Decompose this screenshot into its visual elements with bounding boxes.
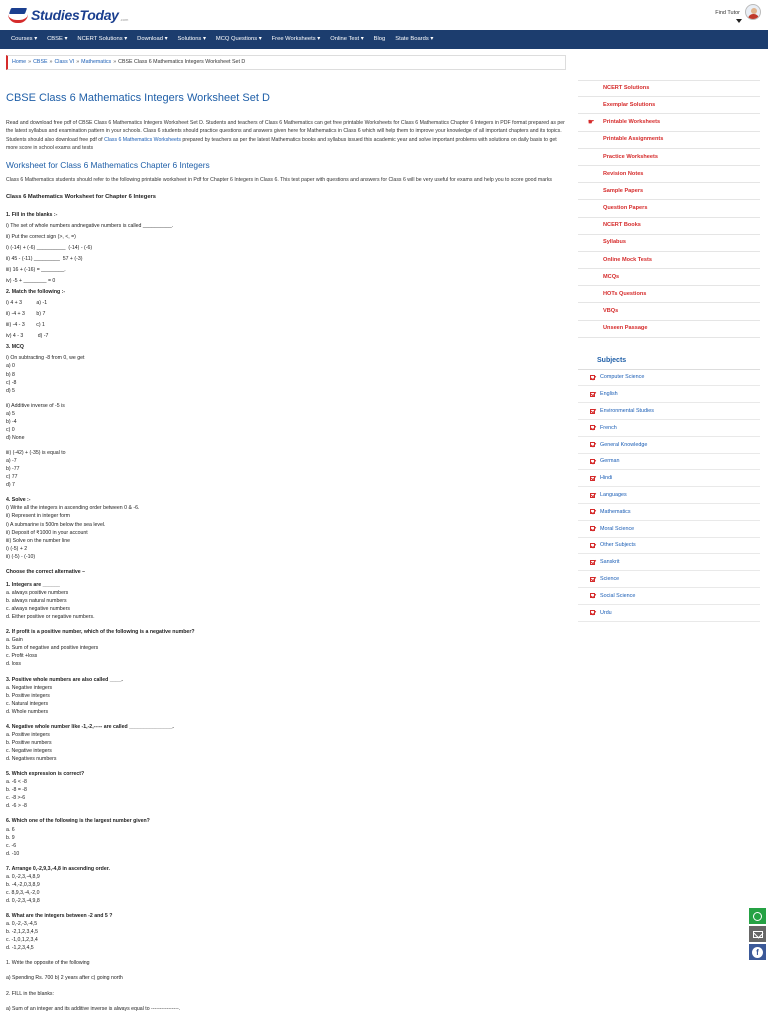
subject-item[interactable] [578, 386, 760, 403]
sidebar-item-label: Syllabus [603, 239, 627, 246]
worksheet-line: d) None [6, 434, 25, 441]
worksheet-line: b) 8 [6, 371, 15, 378]
nav-item[interactable]: NCERT Solutions ▾ [77, 36, 128, 42]
sidebar-item-label: MCQs [603, 273, 620, 280]
breadcrumb-link[interactable]: Home [12, 59, 27, 66]
nav-item[interactable]: State Boards ▾ [395, 36, 434, 42]
answer-option: b. Positive numbers [6, 739, 52, 746]
worksheet-line: a) Spending Rs. 700 b) 2 years after c) going north [6, 975, 123, 982]
nav-item[interactable]: Free Worksheets ▾ [271, 36, 321, 42]
answer-option: b. always natural numbers [6, 598, 67, 605]
facebook-share-button[interactable] [749, 944, 766, 960]
subject-item[interactable] [578, 420, 760, 437]
question-text: 4. Negative whole number like -1,-2,----- are called _______________. [6, 723, 174, 730]
worksheet-line: iii) -4 - 3 c) 1 [6, 322, 45, 329]
sidebar-item[interactable] [578, 183, 760, 200]
answer-option: a. Negative integers [6, 684, 53, 691]
resource-list [578, 80, 760, 338]
breadcrumb-separator: » [76, 59, 80, 66]
worksheet-line: iv) -5 + ________ = 0 [6, 277, 56, 284]
subject-label: Languages [600, 491, 627, 498]
sidebar-item-label: VBQs [603, 308, 619, 315]
worksheet-line: iv) 4 - 3 d) -7 [6, 333, 49, 340]
checkbox-icon [590, 476, 595, 481]
checkbox-icon [590, 577, 595, 582]
breadcrumb [6, 55, 566, 70]
subject-item[interactable] [578, 521, 760, 538]
section-heading: Choose the correct alternative – [6, 568, 85, 575]
question-text: 2. If profit is a positive number, which of the following is a negative number? [6, 629, 195, 636]
answer-option: d. Negatives numbers [6, 756, 57, 763]
tutor-avatar-icon[interactable] [745, 4, 761, 20]
nav-item[interactable]: MCQ Questions ▾ [215, 36, 262, 42]
email-share-button[interactable] [749, 926, 766, 942]
subject-label: General Knowledge [600, 441, 648, 448]
worksheet-line: i) (-14) + (-6) __________ (-14) - (-6) [6, 244, 93, 251]
worksheet-line: a) -7 [6, 458, 17, 465]
nav-item[interactable]: Courses ▾ [11, 36, 38, 42]
sidebar-item[interactable] [578, 149, 760, 166]
sidebar-item-label: Exemplar Solutions [603, 101, 656, 108]
answer-option: d. -1,2,3,4,5 [6, 945, 34, 952]
section-heading: 3. MCQ [6, 344, 24, 351]
checkbox-icon [590, 425, 595, 430]
whatsapp-share-button[interactable] [749, 908, 766, 924]
sidebar-item[interactable] [578, 80, 760, 97]
checkbox-icon [590, 560, 595, 565]
answer-option: b. -8 = -8 [6, 787, 27, 794]
sidebar-item[interactable] [578, 114, 760, 131]
worksheet-line: ii) 45 - (-11) _________ 57 + (-3) [6, 255, 83, 262]
nav-item[interactable]: CBSE ▾ [47, 36, 68, 42]
worksheet-line: iii) 16 + (-16) = ________. [6, 266, 66, 273]
worksheet-line: 1. Write the opposite of the following [6, 960, 90, 967]
subject-item[interactable] [578, 571, 760, 588]
worksheet-line: d) 7 [6, 482, 15, 489]
worksheet-line: a) 0 [6, 363, 15, 370]
sidebar-item-label: Printable Worksheets [603, 119, 661, 126]
worksheet-line: ii) (-5) - (-10) [6, 553, 36, 560]
answer-option: c. Natural integers [6, 700, 49, 707]
sidebar-item[interactable] [578, 252, 760, 269]
answer-option: c. -6 [6, 842, 17, 849]
sidebar-item[interactable] [578, 269, 760, 286]
breadcrumb-separator: » [49, 59, 53, 66]
checkbox-icon [590, 610, 595, 615]
subject-item[interactable] [578, 403, 760, 420]
subject-label: Mathematics [600, 508, 631, 515]
sidebar-item[interactable] [578, 166, 760, 183]
site-header [0, 0, 768, 30]
sidebar-item[interactable] [578, 303, 760, 320]
subject-label: Sanskrit [600, 559, 620, 566]
worksheet-line: d) 5 [6, 387, 15, 394]
sidebar-item-label: Practice Worksheets [603, 153, 658, 160]
sidebar-item[interactable] [578, 132, 760, 149]
subject-label: Science [600, 575, 620, 582]
subject-label: Computer Science [600, 374, 645, 381]
worksheet-line: iii) Solve on the number line [6, 537, 71, 544]
logo-text: StudiesToday [31, 7, 119, 24]
answer-option: c. -8 >-6 [6, 795, 26, 802]
subject-label: Moral Science [600, 525, 635, 532]
answer-option: c. always negative numbers [6, 606, 71, 613]
answer-option: a. always positive numbers [6, 589, 69, 596]
answer-option: d. loss [6, 661, 21, 668]
class6-worksheets-link[interactable]: Class 6 Mathematics Worksheets [104, 136, 181, 143]
sidebar-item-label: Question Papers [603, 205, 648, 212]
answer-option: d. Either positive or negative numbers. [6, 614, 95, 621]
worksheet-line: c) -8 [6, 379, 17, 386]
worksheet-line: ii) -4 + 3 b) 7 [6, 311, 46, 318]
checkbox-icon [590, 526, 595, 531]
answer-option: d. -6 > -8 [6, 803, 27, 810]
nav-item[interactable]: Blog [373, 36, 386, 42]
subjects-title: Subjects [578, 356, 760, 370]
checkbox-icon [590, 409, 595, 414]
checkbox-icon [590, 593, 595, 598]
sidebar-item[interactable] [578, 235, 760, 252]
answer-option: b. -4,-2,0,3,8,9 [6, 881, 40, 888]
section-heading: 2. Match the following :- [6, 289, 66, 296]
checkbox-icon [590, 375, 595, 380]
subjects-list [578, 370, 760, 622]
worksheet-line: 2. FILL in the blanks: [6, 990, 54, 997]
answer-option: a. 0,-2,3,-4,8,9 [6, 873, 40, 880]
worksheet-line: ii) Represent in integer form [6, 513, 71, 520]
checkbox-icon [590, 543, 595, 548]
subject-item[interactable] [578, 370, 760, 387]
worksheet-line: a) 5 [6, 410, 15, 417]
answer-option: a. 6 [6, 826, 15, 833]
chevron-down-icon[interactable] [736, 19, 742, 23]
answer-option: d. 0,-2,3,-4,9,8 [6, 898, 40, 905]
subject-item[interactable] [578, 487, 760, 504]
main-content [6, 90, 566, 1020]
answer-option: b. -2,1,2,3,4,5 [6, 929, 39, 936]
subject-item[interactable] [578, 554, 760, 571]
whatsapp-icon [753, 912, 762, 921]
subject-label: Environmental Studies [600, 407, 654, 414]
answer-option: a. Gain [6, 637, 23, 644]
answer-option: c. -1,0,1,2,3,4 [6, 937, 38, 944]
checkbox-icon [590, 392, 595, 397]
subject-item[interactable] [578, 538, 760, 555]
question-text: 6. Which one of the following is the largest number given? [6, 818, 150, 825]
sidebar-item-label: HOTs Questions [603, 291, 647, 298]
answer-option: c. Profit +loss [6, 653, 38, 660]
sidebar [578, 80, 760, 622]
breadcrumb-separator: » [113, 59, 117, 66]
email-icon [753, 931, 763, 938]
sidebar-item-label: Printable Assignments [603, 136, 664, 143]
answer-option: b. 9 [6, 834, 15, 841]
graduation-cap-icon [8, 8, 30, 24]
sub-intro-paragraph: Class 6 Mathematics students should refer to the following printable worksheet in Pdf for Chapter 6 Integers in Class 6. This test paper with questions and answers for Class 6 will be very useful for exams and help you to score good marks [6, 177, 553, 184]
worksheet-line: i) 4 + 3 a) -1 [6, 300, 48, 307]
facebook-icon: f [752, 947, 763, 958]
main-nav [0, 30, 768, 49]
answer-option: c. 8,9,3,-4,-2,0 [6, 889, 40, 896]
intro-text: Read and download free pdf of CBSE Class 6 Mathematics Integers Worksheet Set D. Students and teachers of Class 6 Mathematics can get free printable Worksheets for Class 6 Mathematics Chapter 6 Integers in PDF format prepared as per the latest syllabus and examination pattern in your schools. Class 6 students should practice questions and answers given here for Mathematics in Class 6 which will help them to improve your knowledge of all important chapters and its topics. Students should also download free pdf of [6, 120, 565, 143]
worksheet-line: c) 77 [6, 474, 18, 481]
worksheet-line: ii) Additive inverse of -5 is [6, 402, 65, 409]
section-heading: 4. Solve :- [6, 497, 31, 504]
answer-option: a. 0,-2,-3,-4,5 [6, 921, 38, 928]
logo-sub: .com [119, 16, 129, 22]
sidebar-item[interactable] [578, 321, 760, 338]
question-text: 3. Positive whole numbers are also called ____. [6, 676, 123, 683]
answer-option: a. Positive integers [6, 731, 50, 738]
answer-option: c. Negative integers [6, 748, 52, 755]
worksheet-line: i) A submarine is 500m below the sea level. [6, 521, 106, 528]
subject-item[interactable] [578, 588, 760, 605]
breadcrumb-current: CBSE Class 6 Mathematics Integers Worksheet Set D [118, 59, 246, 66]
subject-item[interactable] [578, 437, 760, 454]
breadcrumb-link[interactable]: Mathematics [81, 59, 112, 66]
worksheet-heading: Class 6 Mathematics Worksheet for Chapter 6 Integers [6, 193, 157, 200]
checkbox-icon [590, 509, 595, 514]
sidebar-item[interactable] [578, 218, 760, 235]
answer-option: a. -6 < -8 [6, 779, 27, 786]
nav-item[interactable]: Online Test ▾ [330, 36, 364, 42]
breadcrumb-link[interactable]: Class VI [54, 59, 75, 66]
subject-item[interactable] [578, 504, 760, 521]
worksheet-line: iii) (-42) + (-35) is equal to [6, 450, 66, 457]
section-heading: 1. Fill in the blanks :- [6, 211, 58, 218]
checkbox-icon [590, 459, 595, 464]
sidebar-item[interactable] [578, 200, 760, 217]
sidebar-item-label: NCERT Solutions [603, 85, 650, 92]
subject-label: Social Science [600, 592, 636, 599]
sidebar-item-label: NCERT Books [603, 222, 641, 229]
section-subtitle: Worksheet for Class 6 Mathematics Chapter 6 Integers [6, 160, 210, 171]
sidebar-item-label: Unseen Passage [603, 325, 648, 332]
subject-label: German [600, 458, 620, 465]
pointing-hand-icon: ☛ [588, 119, 595, 127]
sidebar-item-label: Online Mock Tests [603, 256, 653, 263]
worksheet-line: ii) Put the correct sign (>, <, =) [6, 233, 76, 240]
worksheet-line: i) (-5) + 2 [6, 545, 28, 552]
subject-item[interactable] [578, 454, 760, 471]
question-text: 5. Which expression is correct? [6, 771, 85, 778]
find-tutor-label[interactable]: Find Tutor [715, 10, 740, 16]
question-text: 1. Integers are ______ [6, 581, 60, 588]
nav-item[interactable]: Solutions ▾ [177, 36, 206, 42]
worksheet-line: ii) Deposit of ₹1000 in your account [6, 529, 88, 536]
answer-option: b. Positive integers [6, 692, 50, 699]
intro-text-end: prepared by teachers as per the latest Mathematics books and syllabus issued this academic year and solve important problems with solutions on daily basis to get more score in school exams and tests [6, 136, 557, 151]
nav-item[interactable]: Download ▾ [137, 36, 168, 42]
subject-item[interactable] [578, 605, 760, 622]
answer-option: b. Sum of negative and positive integers [6, 645, 99, 652]
worksheet-line: i) The set of whole numbers andnegative numbers is called __________. [6, 222, 174, 229]
question-text: 8. What are the integers between -2 and 5 ? [6, 913, 113, 920]
intro-paragraph [6, 119, 566, 152]
subject-label: Urdu [600, 609, 612, 616]
question-text: 7. Arrange 0,-2,9,3,-4,8 in ascending order. [6, 865, 110, 872]
subject-label: French [600, 424, 617, 431]
subject-label: English [600, 391, 618, 398]
page-title: CBSE Class 6 Mathematics Integers Worksheet Set D [6, 92, 270, 104]
worksheet-body [6, 211, 566, 1020]
subject-item[interactable] [578, 470, 760, 487]
worksheet-line: a) Sum of an integer and its additive inverse is always equal to ----------------. [6, 1005, 181, 1012]
subject-label: Other Subjects [600, 542, 636, 549]
sidebar-item[interactable] [578, 97, 760, 114]
answer-option: d. Whole numbers [6, 708, 49, 715]
worksheet-line: i) On subtracting -8 from 0, we get [6, 355, 85, 362]
sidebar-item-label: Revision Notes [603, 170, 644, 177]
worksheet-line: b) -77 [6, 466, 20, 473]
breadcrumb-link[interactable]: CBSE [33, 59, 48, 66]
sidebar-item-label: Sample Papers [603, 187, 644, 194]
subject-label: Hindi [600, 475, 613, 482]
site-logo[interactable] [8, 6, 128, 26]
worksheet-line: b) -4 [6, 418, 17, 425]
answer-option: d. -10 [6, 850, 20, 857]
sidebar-item[interactable] [578, 286, 760, 303]
breadcrumb-separator: » [28, 59, 32, 66]
checkbox-icon [590, 442, 595, 447]
worksheet-line: c) 0 [6, 426, 15, 433]
worksheet-line: i) Write all the integers in ascending order between 0 & -6. [6, 505, 140, 512]
checkbox-icon [590, 493, 595, 498]
